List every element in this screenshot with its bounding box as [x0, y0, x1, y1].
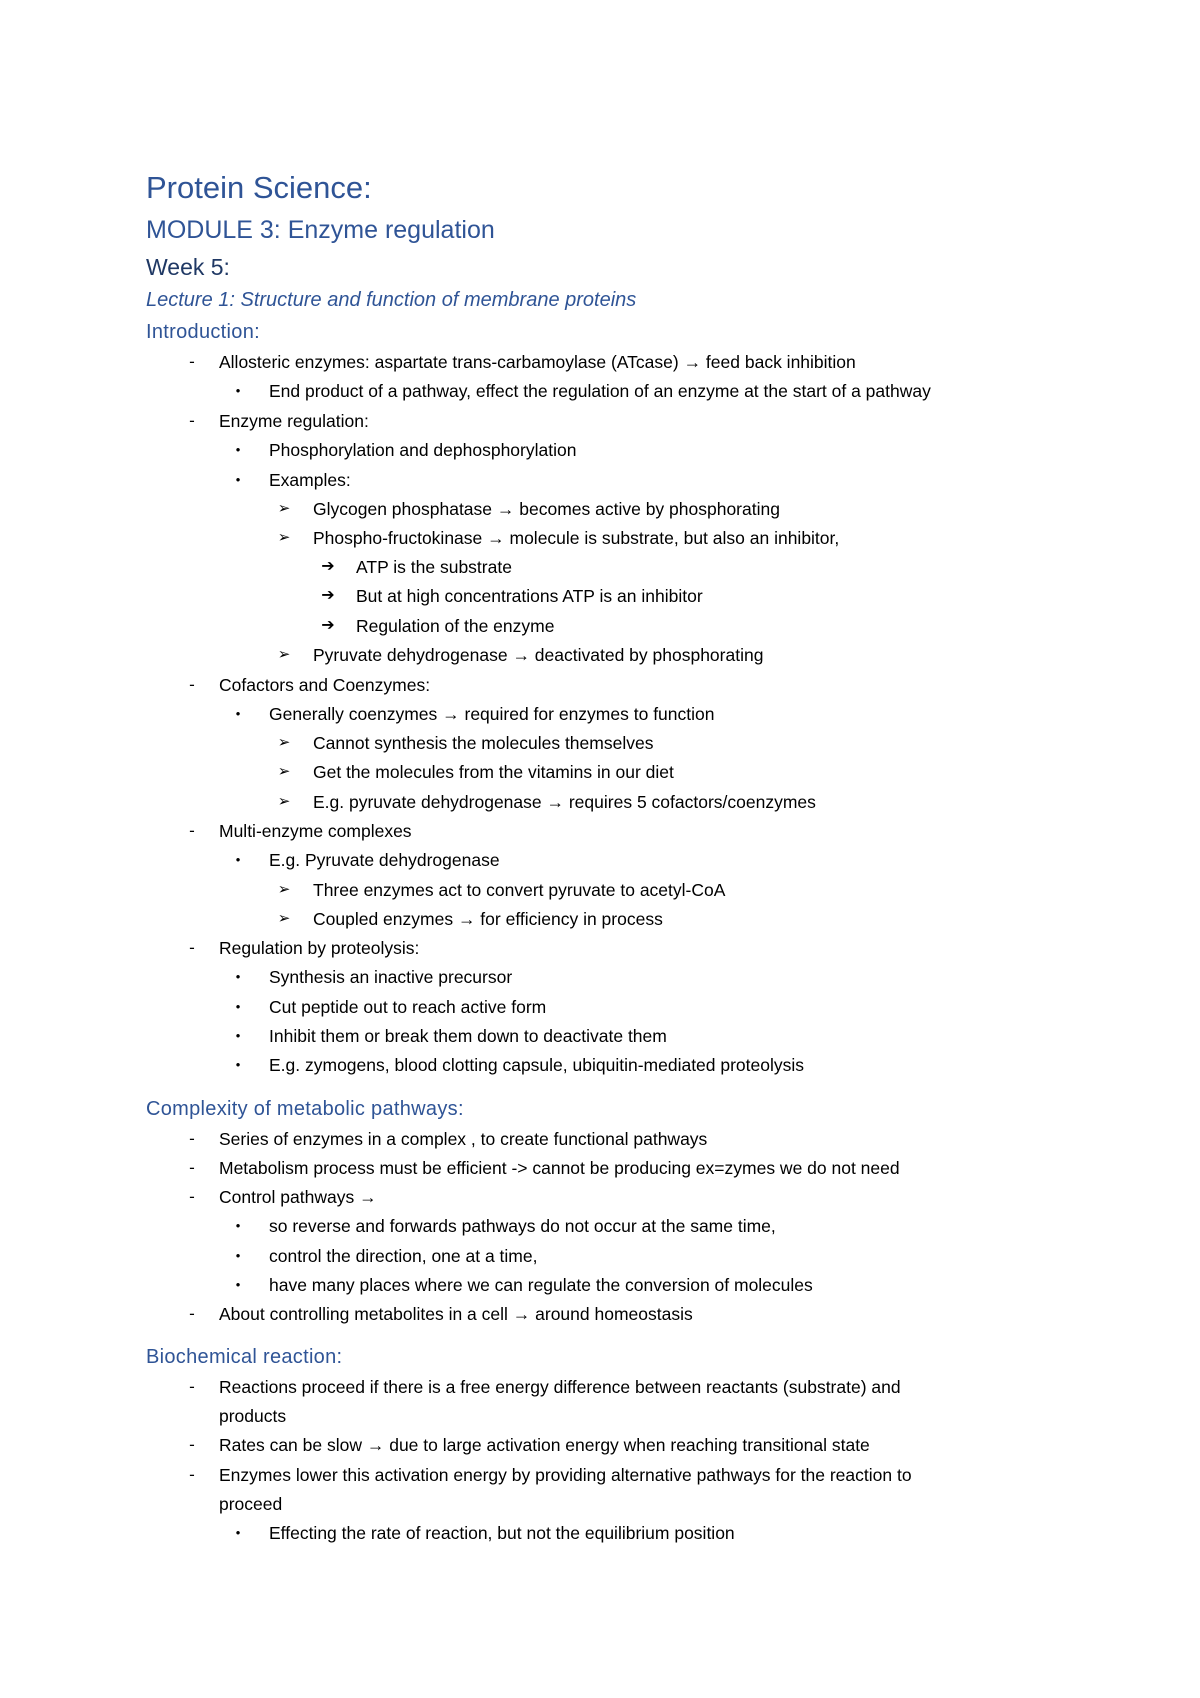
bullet-marker: •	[235, 472, 241, 487]
list-item-text: Phosphorylation and dephosphorylation	[269, 440, 577, 460]
dash-marker: -	[189, 1129, 195, 1148]
chevron-bullet-icon: ➢	[277, 734, 291, 751]
dash-marker: -	[189, 1187, 195, 1206]
dash-marker: -	[189, 675, 195, 694]
chevron-bullet-icon: ➢	[277, 910, 291, 927]
section-heading-biochemical-reaction: Biochemical reaction:	[146, 1346, 343, 1368]
dash-marker: -	[189, 821, 195, 840]
list-item-text: proceed	[219, 1494, 283, 1514]
dash-marker: -	[189, 1435, 195, 1454]
dash-marker: -	[189, 938, 195, 957]
list-item-text: Regulation of the enzyme	[356, 616, 555, 636]
list-item-text: Glycogen phosphatase → becomes active by phosphorating	[313, 499, 780, 519]
list-item-text: Cut peptide out to reach active form	[269, 997, 547, 1017]
list-item-text: Get the molecules from the vitamins in our diet	[313, 762, 674, 782]
chevron-bullet-icon: ➢	[277, 763, 291, 780]
dash-marker: -	[189, 1465, 195, 1484]
list-item-text: E.g. pyruvate dehydrogenase → requires 5 cofactors/coenzymes	[313, 792, 816, 812]
list-item-text: control the direction, one at a time,	[269, 1246, 538, 1266]
list-item-text: End product of a pathway, effect the regulation of an enzyme at the start of a pathway	[269, 381, 931, 401]
arrow-bullet-icon: ➔	[321, 558, 335, 575]
dash-marker: -	[189, 411, 195, 430]
bullet-marker: •	[235, 1028, 241, 1043]
list-item-text: Allosteric enzymes: aspartate trans-carbamoylase (ATcase) → feed back inhibition	[219, 352, 856, 372]
list-item-text: Three enzymes act to convert pyruvate to acetyl-CoA	[313, 880, 726, 900]
list-item-text: Enzymes lower this activation energy by providing alternative pathways for the reaction to	[219, 1465, 912, 1485]
list-item-text: Pyruvate dehydrogenase → deactivated by phosphorating	[313, 645, 764, 665]
bullet-marker: •	[235, 1248, 241, 1263]
list-item-text: Examples:	[269, 470, 351, 490]
list-item-text: Generally coenzymes → required for enzymes to function	[269, 704, 715, 724]
chevron-bullet-icon: ➢	[277, 646, 291, 663]
list-item-text: Enzyme regulation:	[219, 411, 369, 431]
chevron-bullet-icon: ➢	[277, 793, 291, 810]
list-item-text: Cofactors and Coenzymes:	[219, 675, 431, 695]
arrow-bullet-icon: ➔	[321, 617, 335, 634]
chevron-bullet-icon: ➢	[277, 881, 291, 898]
bullet-marker: •	[235, 1277, 241, 1292]
dash-marker: -	[189, 1304, 195, 1323]
list-item-text: products	[219, 1406, 287, 1426]
bullet-marker: •	[235, 852, 241, 867]
list-item-text: About controlling metabolites in a cell → around homeostasis	[219, 1304, 693, 1324]
list-item-text: Regulation by proteolysis:	[219, 938, 420, 958]
list-item-text: E.g. zymogens, blood clotting capsule, ubiquitin-mediated proteolysis	[269, 1055, 805, 1075]
list-item-text: Phospho-fructokinase → molecule is substrate, but also an inhibitor,	[313, 528, 840, 548]
list-item-text: Rates can be slow → due to large activation energy when reaching transitional state	[219, 1435, 870, 1455]
module-heading: MODULE 3: Enzyme regulation	[146, 216, 495, 244]
document-title: Protein Science:	[146, 170, 372, 205]
dash-marker: -	[189, 352, 195, 371]
lecture-heading: Lecture 1: Structure and function of membrane proteins	[146, 289, 637, 311]
dash-marker: -	[189, 1158, 195, 1177]
bullet-marker: •	[235, 706, 241, 721]
list-item-text: Multi-enzyme complexes	[219, 821, 412, 841]
list-item-text: Effecting the rate of reaction, but not the equilibrium position	[269, 1523, 735, 1543]
list-item-text: Cannot synthesis the molecules themselves	[313, 733, 654, 753]
list-item-text: Metabolism process must be efficient -> cannot be producing ex=zymes we do not need	[219, 1158, 900, 1178]
bullet-marker: •	[235, 1057, 241, 1072]
list-item-text: Inhibit them or break them down to deactivate them	[269, 1026, 667, 1046]
section-heading-introduction: Introduction:	[146, 321, 260, 343]
list-item-text: Coupled enzymes → for efficiency in process	[313, 909, 663, 929]
bullet-marker: •	[235, 969, 241, 984]
list-item-text: so reverse and forwards pathways do not occur at the same time,	[269, 1216, 776, 1236]
list-item-text: ATP is the substrate	[356, 557, 512, 577]
chevron-bullet-icon: ➢	[277, 529, 291, 546]
bullet-marker: •	[235, 442, 241, 457]
bullet-marker: •	[235, 999, 241, 1014]
list-item-text: Reactions proceed if there is a free energy difference between reactants (substrate) and	[219, 1377, 901, 1397]
arrow-bullet-icon: ➔	[321, 587, 335, 604]
bullet-marker: •	[235, 383, 241, 398]
list-item-text: have many places where we can regulate the conversion of molecules	[269, 1275, 813, 1295]
section-heading-complexity: Complexity of metabolic pathways:	[146, 1098, 464, 1120]
list-item-text: Synthesis an inactive precursor	[269, 967, 513, 987]
chevron-bullet-icon: ➢	[277, 500, 291, 517]
list-item-text: But at high concentrations ATP is an inhibitor	[356, 586, 703, 606]
bullet-marker: •	[235, 1218, 241, 1233]
list-item-text: Control pathways →	[219, 1187, 377, 1207]
dash-marker: -	[189, 1377, 195, 1396]
list-item-text: E.g. Pyruvate dehydrogenase	[269, 850, 500, 870]
list-item-text: Series of enzymes in a complex , to create functional pathways	[219, 1129, 708, 1149]
week-heading: Week 5:	[146, 254, 230, 280]
bullet-marker: •	[235, 1525, 241, 1540]
